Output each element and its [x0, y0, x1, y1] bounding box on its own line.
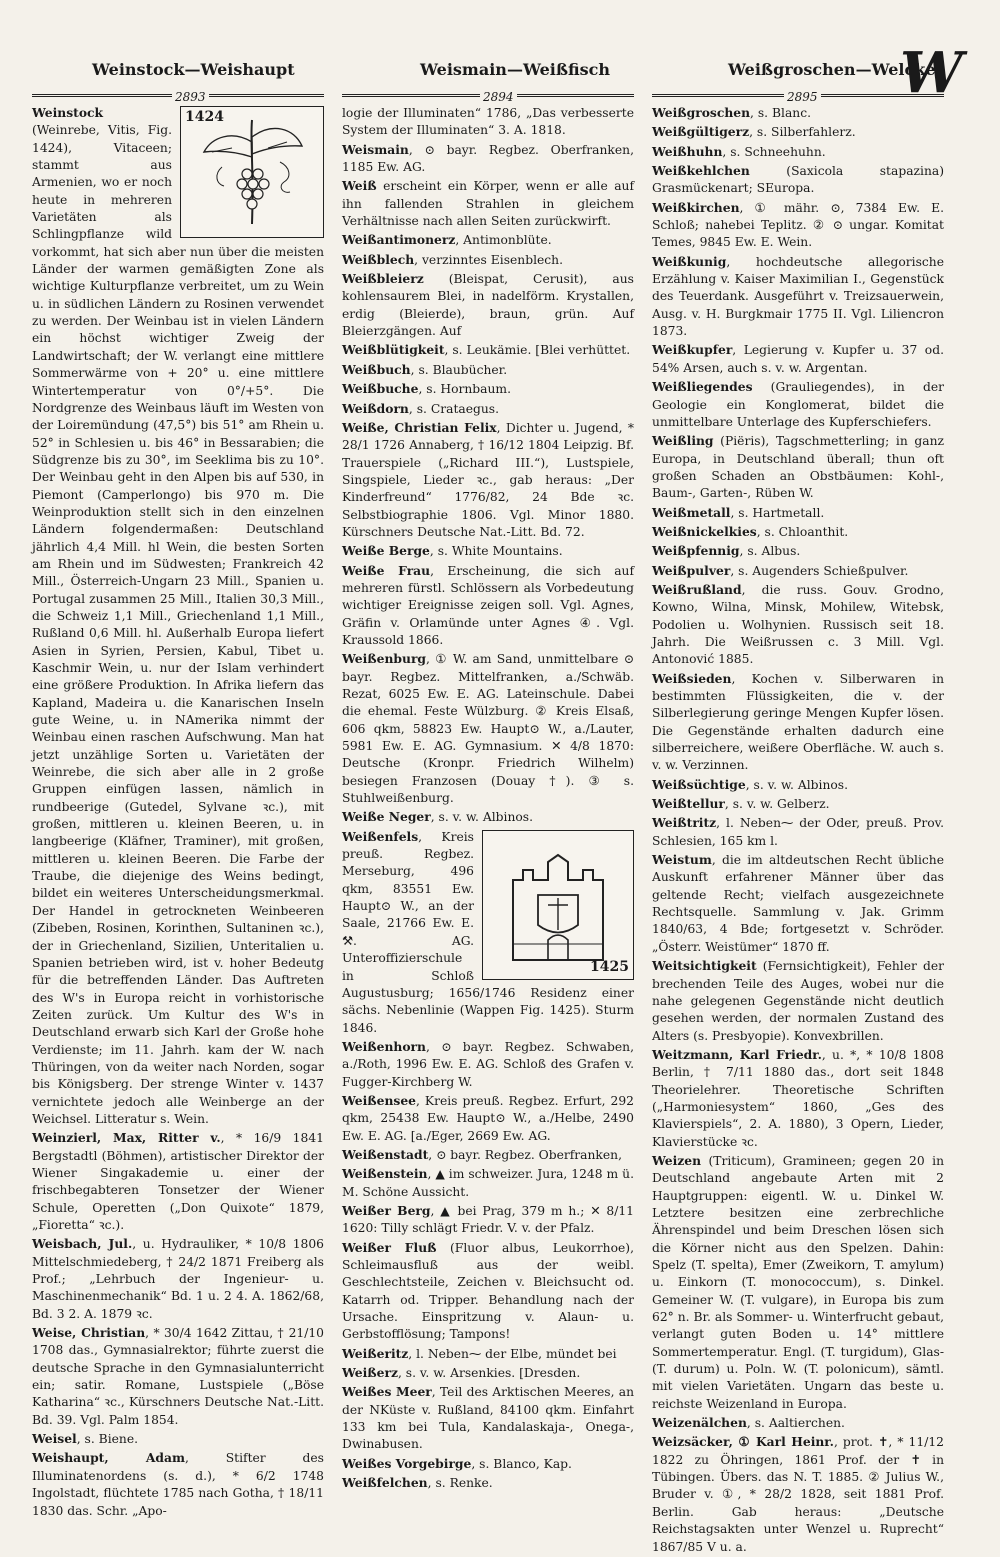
entry-text: , s. v. w. Arsenkies. [Dresden.: [397, 1366, 581, 1381]
entry-text: , s. Albus.: [739, 544, 801, 559]
page-number-left: 2893: [172, 90, 209, 104]
entry: [342, 177, 634, 230]
headword: Weistum: [652, 852, 712, 868]
entry-text: , s. Schneehuhn.: [722, 144, 826, 159]
headword: Weißliegendes: [652, 379, 753, 395]
headword: Weißbuche: [342, 381, 419, 397]
entry-text: , s. Silberfahlerz.: [749, 125, 856, 140]
entry-text: , Kochen v. Silberwaren in bestimmten Flüssigkeiten, die v. der Silberlegierung geringe Mengen Kupfer lösen. Die Gegenstände erhalten dadurch eine silberreichere, weißere Oberfläche. W. auch s. v. w. Verzinnen.: [652, 671, 944, 773]
entry: [342, 1146, 634, 1164]
entry-text: , Dichter u. Jugend, * 28/1 1726 Annaberg, † 16/12 1804 Leipzig. Bf. Trauerspiele („Richard III.“), Lustspiele, Singspiele, Lieder ꝛc., gab heraus: „Der Kinderfreund“ 1776/82, 24 Bde ꝛc. Selbstbiographie 1806. Vgl. Minor 1880. Kürschners Deutsche Nat.-Litt. Bd. 72.: [342, 420, 634, 539]
headword: Weißenhorn: [342, 1038, 426, 1054]
entry-text: , s. Biene.: [76, 1432, 139, 1447]
entry-text: (Saxicola stapazina) Grasmückenart; SEuropa.: [652, 164, 944, 196]
entry-text: , * 16/9 1841 Bergstadtl (Böhmen), artistischer Direktor der Wiener Singakademie u. einer der frischbegabteren Tonsetzer der Wiener Schule, Operetten („Don Quixote“ 1879, „Fioretta“ ꝛc.).: [32, 1131, 324, 1232]
entry-text: , s. Augenders Schießpulver.: [730, 563, 909, 578]
headword: Weißsüchtige: [652, 776, 746, 792]
headword: Weiße Frau: [342, 562, 431, 578]
entry-text: , s. Chloanthit.: [756, 524, 849, 539]
entry: [342, 1345, 634, 1363]
headword: Weißensee: [342, 1092, 416, 1108]
entry: [342, 231, 634, 249]
entry: [652, 670, 944, 775]
entry-text: (Fernsichtigkeit), Fehler der brechenden Teile des Auges, wobei nur die nahe gelegenen Gegenstände nicht deutlich gesehen werden, der normalen Zustand des Alters (s. Presbyopie). Konvexbrillen.: [652, 959, 944, 1043]
entry-text: , s. Blaubücher.: [410, 362, 508, 377]
entry: [342, 542, 634, 560]
entry: [342, 1038, 634, 1091]
entry-text: , ① mähr. ⊙, 7384 Ew. E. Schloß; nahebei Teplitz. ② ⊙ ungar. Komitat Temes, 9845 Ew. E. Wein.: [652, 200, 944, 250]
entry-text: , Erscheinung, die sich auf mehreren fürstl. Schlössern als Vorbedeutung wichtiger Ereignisse zeigen soll. Vgl. Agnes, Gräfin v. Orlamünde unter Agnes ④. Vgl. Kraussold 1866.: [342, 563, 635, 647]
entry: [32, 1324, 324, 1429]
entry-text: (Triticum), Gramineen; gegen 20 in Deutschland angebaute Arten mit 2 Hauptgruppen: eigentl. W. u. Dinkel W. Letztere besitzen eine zerbrechliche Ährenspindel und beim Dreschen lösen sich die Körner nicht aus den Spelzen. Dahin: Spelz (T. spelta), Emer (Zweikorn, T. amylum) u. Einkorn (T. monococcum), s. Dinkel. Gemeiner W. (T. vulgare), in Europa bis zum 62° n. Br. als Sommer- u. Winterfrucht gebaut, verlangt guten Boden u. 14° mittlere Sommertemperatur. Engl. (T. turgidum), Glas- (T. durum) u. Poln. W. (T. polonicum), sämtl. mit vielen Varietäten. Ungarn das beste u. reichste Weizenland in Europa.: [652, 1153, 944, 1411]
entry-text: , ⊙ bayr. Regbez. Oberfranken,: [428, 1147, 622, 1162]
column-3: [652, 104, 944, 1557]
entry: [652, 795, 944, 813]
figure-1425: [482, 830, 634, 980]
entry-text: , Legierung v. Kupfer u. 37 od. 54% Arsen, auch s. v. w. Argentan.: [652, 343, 944, 375]
headword: Weißfelchen: [342, 1475, 428, 1491]
figure-label: 1424: [185, 109, 224, 125]
headword: Weißbleierz: [342, 271, 424, 287]
entry: [652, 1433, 944, 1555]
entry: [342, 1383, 634, 1453]
entry-text: , s. v. w. Albinos.: [745, 777, 849, 792]
entry: [342, 419, 634, 541]
entry: [652, 814, 944, 850]
entry-text: , Teil des Arktischen Meeres, an der NKüste v. Rußland, 84100 qkm. Einfahrt 133 km bei Tula, Kandalaskaja-, Onega-, Dwinabusen.: [342, 1385, 634, 1452]
headword: Weißpfennig: [652, 543, 740, 559]
headword: Weizsäcker, ① Karl Heinr.: [652, 1434, 834, 1450]
headword: Weiß: [342, 178, 377, 194]
entry: [342, 104, 634, 140]
entry: [652, 1046, 944, 1151]
entry: [342, 341, 634, 359]
entry-text: , die im altdeutschen Recht übliche Auskunft erfahrener Männer über das geltende Recht; vielfach ausgezeichnete Rechtsquelle. Sammlung v. Jak. Grimm 1840/63, 4 Bde; fortgesetzt v. Schröder. „Österr. Weistümer“ 1870 ff.: [652, 853, 944, 954]
entry-text: (Fluor albus, Leukorrhoe), Schleimausfluß aus der weibl. Geschlechtsteile, Zeichen v. Bleichsucht od. Katarrh od. Tripper. Behandlung nach der Ursache. Einspritzung v. Alaun- u. Gerbstofflösung; Tampons!: [342, 1240, 634, 1342]
headword: Weißnickelkies: [652, 523, 757, 539]
entry: [32, 1129, 324, 1234]
entry-text: , ⊙ bayr. Regbez. Oberfranken, 1185 Ew. AG.: [342, 142, 634, 175]
entry-text: , ▲ im schweizer. Jura, 1248 m ü. M. Schöne Aussicht.: [342, 1167, 634, 1199]
headword: Weishaupt, Adam: [32, 1450, 185, 1466]
headword: Weinstock: [32, 105, 104, 120]
entry-text: , l. Neben⁓ der Elbe, mündet bei: [408, 1346, 617, 1361]
headword: Weise, Christian: [32, 1325, 146, 1341]
headword: Weißblütigkeit: [342, 342, 445, 358]
headword: Weißgroschen: [652, 105, 751, 120]
entry-text: , * 30/4 1642 Zittau, † 21/10 1708 das., Gymnasialrektor; führte zuerst die deutsche Sprache in den Gymnasialunterricht ein; satir. Romane, Lustspiele („Böse Katharina“ ꝛc., Kürschners Deutsche Nat.-Litt. Bd. 39. Vgl. Palm 1854.: [32, 1326, 325, 1427]
entry: [652, 123, 944, 141]
entry-text: , s. v. w. Albinos.: [430, 810, 534, 825]
headword: Weißenburg: [342, 651, 427, 667]
page-number-right: 2895: [784, 90, 821, 104]
headword: Weißeritz: [342, 1345, 409, 1361]
running-head-left: Weinstock—Weishaupt: [92, 60, 295, 79]
headword: Weißenstadt: [342, 1146, 429, 1162]
column-1: [32, 104, 324, 1521]
headword: Weizenälchen: [652, 1415, 747, 1431]
headword: Weiße Berge: [342, 543, 430, 559]
headword: Weizen: [652, 1152, 702, 1168]
entry-text: , s. v. w. Gelberz.: [724, 797, 830, 812]
entry: [652, 851, 944, 956]
entry-text: , u. Hydrauliker, * 10/8 1806 Mittelschmiedeberg, † 24/2 1871 Freiberg als Prof.; „Lehrbuch der Ingenieur- u. Maschinenmechanik“ Bd. 1 u. 2 4. A. 1862/68, Bd. 3 2. A. 1879 ꝛc.: [32, 1237, 324, 1321]
entry: [342, 650, 634, 807]
entry: [652, 562, 944, 580]
entry-text: (Bleispat, Cerusit), aus kohlensaurem Blei, in nadelförm. Krystallen, erdig (Bleierde), braun, grün. Auf Bleierzgängen. Auf: [342, 272, 634, 339]
entry-text: logie der Illuminaten“ 1786, „Das verbesserte System der Illuminaten“ 3. A. 1818.: [342, 106, 634, 138]
grapevine-icon: [192, 112, 312, 232]
entry: [652, 341, 944, 377]
headword: Weißbuch: [342, 361, 411, 377]
section-letter: W: [900, 40, 963, 106]
entry-text: (Grauliegendes), in der Geologie ein Konglomerat, bildet die unmittelbare Unterlage des Kupferschiefers.: [652, 380, 944, 429]
entry-text: , Kreis preuß. Regbez. Erfurt, 292 qkm, 25438 Ew. Haupt⊙ W., a./Helbe, 2490 Ew. E. AG. [a./Eger, 2669 Ew. AG.: [342, 1093, 634, 1143]
entry: [342, 562, 634, 650]
entry: [652, 162, 944, 198]
entry: [342, 1092, 634, 1145]
entry-text: , Stifter des Illuminatenordens (s. d.), * 6/2 1748 Ingolstadt, flüchtete 1785 nach Gotha, † 18/11 1830 das. Schr. „Apo-: [32, 1451, 324, 1518]
headword: Weißenstein: [342, 1166, 428, 1182]
entry: [32, 1235, 324, 1323]
headword: Weitsichtigkeit: [652, 958, 757, 974]
headword: Weißer Berg: [342, 1202, 431, 1218]
entry: [652, 432, 944, 502]
entry: [652, 104, 944, 122]
headword: Weiße Neger: [342, 809, 431, 825]
entry-text: , die russ. Gouv. Grodno, Kowno, Wilna, Minsk, Mohilew, Witebsk, Podolien u. Wolhynien. Russisch seit 18. Jahrh. Die Weißrussen c. 3 Mill. Vgl. Antonović 1885.: [652, 582, 944, 667]
entry: [652, 1152, 944, 1413]
headword: Weißpulver: [652, 562, 731, 578]
entry: [652, 253, 944, 341]
entry: [652, 776, 944, 794]
running-head-center: Weismain—Weißfisch: [420, 60, 611, 79]
entry: [342, 400, 634, 418]
entry: [652, 378, 944, 431]
entry: [342, 808, 634, 826]
entry: [342, 141, 634, 177]
entry-text: , s. Blanc.: [750, 106, 812, 120]
headword: Weißsieden: [652, 670, 732, 686]
entry-text: , s. Leukämie. [Blei verhüttet.: [444, 343, 631, 358]
coat-of-arms-icon: [493, 840, 623, 970]
headword: Weißer Fluß: [342, 1239, 437, 1255]
entry-text: , ⊙ bayr. Regbez. Schwaben, a./Roth, 1996 Ew. E. AG. Schloß des Grafen v. Fugger-Kirchberg W.: [342, 1039, 634, 1089]
entry-text: (Piëris), Tagschmetterling; in ganz Europa, in Deutschland überall; thun oft großen Schaden an Obstbäumen: Kohl-, Baum-, Garten-, Rüben W.: [652, 434, 944, 501]
entry-text: , verzinntes Eisenblech.: [414, 252, 563, 267]
entry: [652, 581, 944, 669]
headword: Weisel: [32, 1431, 77, 1447]
entry: [652, 542, 944, 560]
entry-text: , s. White Mountains.: [429, 544, 563, 559]
headword: Weißhuhn: [652, 143, 723, 159]
headword: Weisbach, Jul.: [32, 1236, 133, 1252]
headword: Weiße, Christian Felix: [342, 419, 497, 435]
entry: [342, 270, 634, 340]
entry-text: (Weinrebe, Vitis, Fig. 1424), Vitaceen; stammt aus Armenien, wo er noch heute in mehreren Varietäten als Schlingpflanze wild vorkommt, hat sich aber nun über die meisten Länder der warmen gemäßigten Zone als wichtige Kulturpflanze verbreitet, um zu Wein u. in südlichen Ländern zu Rosinen verwendet zu werden. Der Weinbau ist in vielen Ländern ein höchst wichtiger Zweig der Landwirtschaft; der W. verlangt eine mittlere Sommerwärme von + 20° u. eine mittlere Wintertemperatur von 0°/+5°. Die Nordgrenze des Weinbaus läuft im Westen von der Loiremündung (47,5°) bis 51° am Rhein u. 52° in Schlesien u. bis 46° in Bessarabien; die Südgrenze bis zu 30°, im Seeklima bis zu 10°. Der Weinbau geht in den Alpen bis auf 530, in Piemont (Camperlongo) bis 970 m. Die Weinproduktion stellt sich in den einzelnen Ländern folgendermaßen: Deutschland jährlich 4,4 Mill. hl Wein, die besten Sorten am Rhein und im Südwesten; Frankreich 42 Mill., Österreich-Ungarn 23 Mill., Spanien u. Portugal zusammen 25 Mill., Italien 30,3 Mill., die Schweiz 1,1 Mill., Griechenland 1,1 Mill., Rußland 0,6 Mill. hl. Außerhalb Europa liefert Asien in Syrien, Persien, Kabul, Tibet u. Kaschmir Wein, u. nur der Islam verhindert eine größere Produktion. In Afrika liefern das Kapland, Madeira u. die Kanarischen Inseln gute Weine, u. in NAmerika nimmt der Weinbau einen raschen Aufschwung. Man hat jetzt unzählige Sorten u. Varietäten der Weinrebe, die sich aber alle in 2 große Gruppen einfügen lassen, nämlich in rundbeerige (Gutedel, Sylvane ꝛc.), mit großen, mittleren u. kleinen Beeren, u. in langbeerige (Kläfner, Traminer), mit großen, mittleren u. kleinen Beeren. Die Farbe der Traube, die diejenige des Weins bedingt, bildet ein weiteres Unterscheidungsmerkmal. Der Handel in getrockneten Weinbeeren (Zibeben, Rosinen, Korinthen, Sultaninen ꝛc.), der in Griechenland, Sizilien, Unteritalien u. Spanien betrieben wird, ist v. hoher Bedeutg für die betreffenden Länder. Das Auftreten des W's in Europa reicht in vorhistorische Zeiten zurück. Um Kultur des W's in Deutschland erwarb sich Karl der Große hohe Verdienste; im 11. Jahrh. kam der W. nach Thüringen, von da weiter nach Norden, sogar bis Königsberg. Der strenge Winter v. 1437 vernichtete jedoch alle Weinberge an der Weichsel. Litteratur s. Wein.: [32, 123, 324, 1126]
entry-text: , Kreis preuß. Regbez. Merseburg, 496 qkm, 83551 Ew. Haupt⊙ W., an der Saale, 21766 Ew. E. ⚒. AG. Unteroffizierschule in Schloß Augustusburg; 1656/1746 Residenz einer sächs. Nebenlinie (Wappen Fig. 1425). Sturm 1846.: [342, 829, 634, 1035]
entry: [32, 1449, 324, 1519]
headword: Weißerz: [342, 1365, 398, 1381]
entry: [342, 251, 634, 269]
headword: Weißling: [652, 433, 714, 449]
entry: [652, 957, 944, 1045]
entry-text: , Antimonblüte.: [455, 233, 552, 248]
headword: Weißantimonerz: [342, 232, 456, 248]
headword: Weißtritz: [652, 815, 717, 831]
headword: Weißes Vorgebirge: [342, 1455, 472, 1471]
entry-text: erscheint ein Körper, wenn er alle auf ihn fallenden Strahlen in gleichem Verhältnisse nach allen Seiten zurückwirft.: [342, 179, 634, 229]
entry-text: , s. Crataegus.: [408, 401, 500, 416]
entry: [342, 1474, 634, 1492]
entry: [652, 1414, 944, 1432]
entry: [342, 1165, 634, 1201]
entry: [342, 380, 634, 398]
headword: Weißkirchen: [652, 199, 740, 215]
entry-text: , s. Aaltierchen.: [746, 1416, 845, 1431]
headword: Weismain: [342, 141, 409, 157]
column-2: [342, 104, 634, 1493]
entry-text: , ▲ bei Prag, 379 m h.; ✕ 8/11 1620: Tilly schlägt Friedr. V. v. der Pfalz.: [342, 1203, 634, 1236]
headword: Weißkunig: [652, 253, 727, 269]
entry-text: , l. Neben⁓ der Oder, preuß. Prov. Schlesien, 165 km l.: [652, 816, 944, 848]
figure-label: 1425: [590, 959, 629, 976]
headword: Weinzierl, Max, Ritter v.: [32, 1130, 221, 1146]
entry: [342, 1202, 634, 1238]
entry: [342, 1364, 634, 1382]
entry-text: , s. Blanco, Kap.: [471, 1456, 572, 1471]
entry: [342, 1239, 634, 1344]
entry-text: , s. Hornbaum.: [418, 382, 512, 397]
entry-text: , ① W. am Sand, unmittelbare ⊙ bayr. Regbez. Mittelfranken, a./Schwäb. Rezat, 6025 Ew. E. AG. Lateinschule. Dabei die ehemal. Feste Wülzburg. ② Kreis Elsaß, 606 qkm, 58823 Ew. Haupt⊙ W., a./Lauter, 5981 Ew. E. AG. Gymnasium. ✕ 4/8 1870: Deutsche (Kronpr. Friedrich Wilhelm) besiegen Franzosen (Douay †). ③ s. Stuhlweißenburg.: [342, 652, 634, 806]
entry: [342, 361, 634, 379]
entry: [652, 523, 944, 541]
headword: Weißkupfer: [652, 342, 733, 358]
headword: Weißes Meer: [342, 1384, 432, 1400]
page-number-center: 2894: [480, 90, 517, 104]
entry: [32, 1430, 324, 1448]
headword: Weißmetall: [652, 504, 731, 520]
headword: Weißkehlchen: [652, 163, 750, 179]
entry-text: , s. Hartmetall.: [730, 505, 825, 520]
headword: Weißrußland: [652, 581, 742, 597]
headword: Weißgültigerz: [652, 124, 750, 140]
entry: [652, 199, 944, 252]
entry-text: , prot. ✝, * 11/12 1822 zu Öhringen, 1861 Prof. der ✝ in Tübingen. Übers. das N. T. 1885. ② Julius W., Bruder v. ①, * 28/2 1828, seit 1881 Prof. Berlin. Gab heraus: „Deutsche Reichstagsakten unter Wenzel u. Ruprecht“ 1867/85 V u. a.: [652, 1435, 944, 1554]
entry-text: , hochdeutsche allegorische Erzählung v. Kaiser Maximilian I., Gegenstück des Teuerdank. Ausgeführt v. Treizsauerwein, Ausg. v. H. Burgkmair 1775 II. Vgl. Liliencron 1873.: [652, 254, 944, 339]
entry: [342, 1455, 634, 1473]
headword: Weißenfels: [342, 828, 419, 844]
entry: [652, 504, 944, 522]
entry: [32, 104, 324, 1128]
headword: Weißtellur: [652, 796, 725, 812]
running-head-right: Weißgroschen—Welcker: [728, 60, 944, 79]
entry: [652, 143, 944, 161]
entry-text: , s. Renke.: [427, 1476, 493, 1491]
headword: Weißdorn: [342, 400, 409, 416]
headword: Weitzmann, Karl Friedr.: [652, 1046, 822, 1062]
headword: Weißblech: [342, 251, 415, 267]
figure-1424: [180, 106, 324, 238]
entry-text: , u. *, * 10/8 1808 Berlin, † 7/11 1880 das., dort seit 1848 Theorielehrer. Theoretische Schriften („Harmoniesystem“ 1860, „Ges des Klavierspiels“, 2. A. 1880), 3 Opern, Lieder, Klavierstücke ꝛc.: [652, 1047, 944, 1149]
